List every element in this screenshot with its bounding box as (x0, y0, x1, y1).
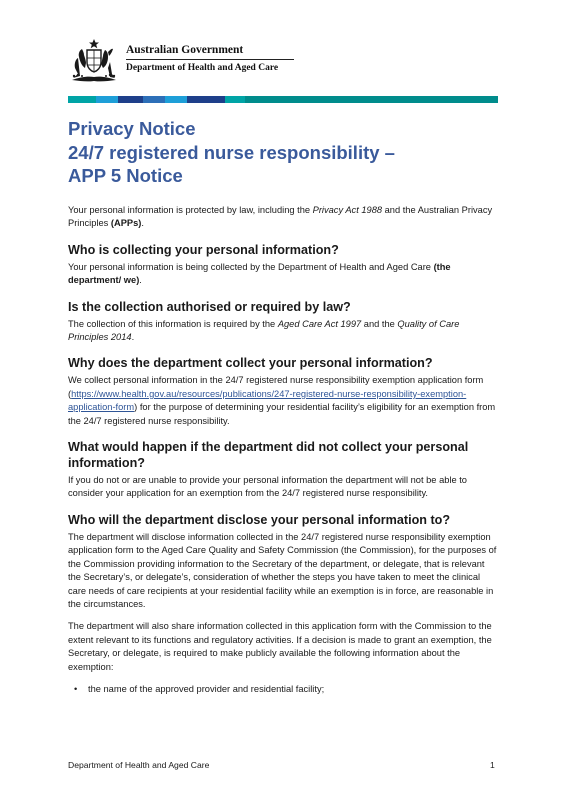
color-bar-segment (96, 96, 118, 103)
color-bar-segment (225, 96, 245, 103)
page-number: 1 (490, 760, 495, 770)
authorised-text-1: The collection of this information is required by the (68, 318, 278, 329)
paragraph-disclose-1: The department will disclose information collected in the 24/7 registered nurse responsibility exemption application form to the Aged Care Quality and Safety Commission (the Commission), for the purposes of the Commission providing information to the Secretary of the department, or delegate, that is relevant the Secretary’s, or delegate’s, consideration of whether the steps you have taken to meet the clinical care needs of care recipients at your residential facility while an exemption is in force, are reasonable in the circumstances. (68, 531, 497, 609)
privacy-act-name: Privacy Act 1988 (312, 205, 383, 215)
why-collect-text-2: ) for the purpose of determining your residential facility’s eligibility for an exemption from the 24/7 registered nurse responsibility. (68, 402, 496, 426)
title-line-1: Privacy Notice (68, 118, 196, 139)
heading-authorised-by-law: Is the collection authorised or required by law? (68, 299, 351, 314)
intro-text-2: and the Australian Privacy Principles (68, 205, 493, 229)
heading-why-collect: Why does the department collect your personal information? (68, 356, 433, 371)
paragraph-not-collected: If you do not or are unable to provide your personal information the department will not be able to consider your application for an exemption from the 24/7 registered nurse responsibility. (68, 475, 467, 499)
intro-text-1: Your personal information is protected by law, including the (68, 205, 313, 215)
authorised-text-3: . (131, 332, 135, 343)
department-we-label: (the department/ we) (68, 261, 451, 286)
color-bar-segment (165, 96, 187, 103)
page-title (68, 117, 508, 188)
intro-text-3: . (141, 218, 144, 229)
color-bar-segment (245, 96, 498, 103)
apps-abbreviation: (APPs) (110, 218, 142, 229)
government-header (68, 38, 368, 88)
department-name: Department of Health and Aged Care (126, 63, 279, 73)
color-bar-segment (118, 96, 143, 103)
paragraph-disclose-2: The department will also share information collected in this application form with the Commission to the extent relevant to its functions and regulatory activities. If a decision is made to grant an exemption, the Secretary, or delegate, is required to make publicly available the following information about the exemption: (68, 621, 492, 672)
paragraph-why-collect (68, 374, 500, 428)
notice-body (68, 204, 500, 696)
footer-department: Department of Health and Aged Care (68, 760, 210, 770)
who-collects-text-1: Your personal information is being collected by the Department of Health and Aged Care (68, 261, 434, 272)
color-bar-segment (187, 96, 225, 103)
application-form-link[interactable]: https://www.health.gov.au/resources/publications/247-registered-nurse-responsibility-exemption-application-form (68, 388, 467, 413)
authorised-text-2: and the (361, 318, 398, 329)
decorative-color-bar (68, 96, 498, 103)
heading-who-collects: Who is collecting your personal information? (68, 242, 339, 257)
color-bar-segment (143, 96, 165, 103)
why-collect-text-1: We collect personal information in the 24/7 registered nurse responsibility exemption application form ( (68, 375, 484, 399)
paragraph-who-collects (68, 261, 500, 288)
title-line-3: APP 5 Notice (68, 165, 183, 186)
who-collects-text-2: . (139, 275, 142, 286)
heading-disclose: Who will the department disclose your personal information to? (68, 512, 451, 527)
government-name: Australian Government (126, 44, 244, 56)
list-item-text: the name of the approved provider and residential facility; (88, 683, 325, 694)
list-item (74, 683, 500, 696)
exemption-info-list (68, 683, 500, 696)
title-line-2: 24/7 registered nurse responsibility – (68, 141, 395, 163)
color-bar-segment (68, 96, 96, 103)
aged-care-act-name: Aged Care Act 1997 (277, 318, 362, 329)
paragraph-authorised-by-law (68, 318, 500, 345)
heading-not-collected: What would happen if the department did not collect your personal information? (68, 440, 469, 471)
bullet-icon: • (74, 683, 78, 694)
intro-paragraph (68, 204, 500, 231)
quality-of-care-principles-name: Quality of Care Principles 2014 (68, 318, 460, 343)
coat-of-arms-logo (68, 38, 120, 84)
header-divider (126, 59, 294, 60)
